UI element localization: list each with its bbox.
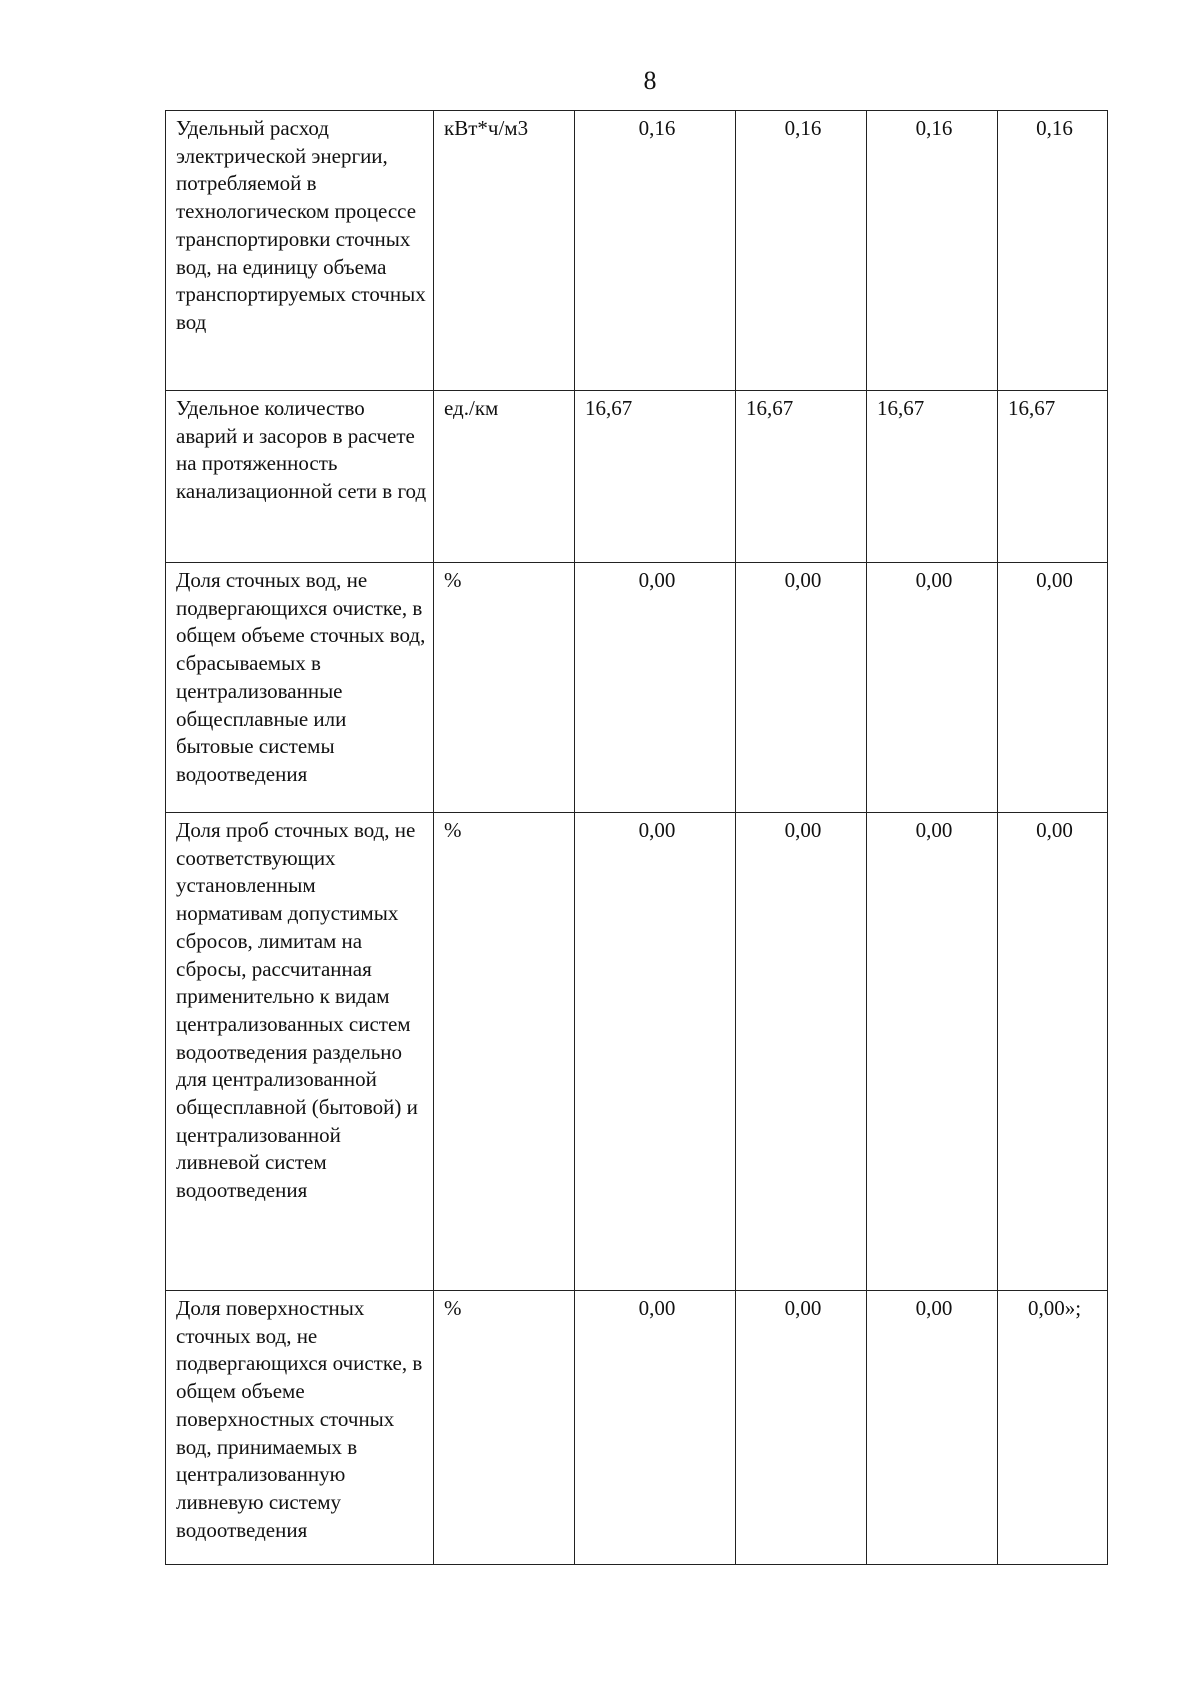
indicator-value: 0,00»;	[998, 1291, 1108, 1565]
table-row	[166, 111, 1108, 391]
indicator-value: 0,00	[867, 563, 998, 813]
indicator-name: Доля поверхностных сточных вод, не подвергающихся очистке, в общем объеме поверхностных сточных вод, принимаемых в централизованную ливневую систему водоотведения	[166, 1291, 434, 1565]
indicator-name: Удельное количество аварий и засоров в расчете на протяженность канализационной сети в год	[166, 391, 434, 563]
table-row	[166, 391, 1108, 563]
indicator-unit: %	[434, 1291, 575, 1565]
indicators-table	[165, 110, 1108, 1565]
indicator-value: 0,00	[867, 813, 998, 1291]
indicator-name: Доля проб сточных вод, не соответствующих установленным нормативам допустимых сбросов, лимитам на сбросы, рассчитанная применительно к видам централизованных систем водоотведения раздельно для централизованной общесплавной (бытовой) и централизованной ливневой систем водоотведения	[166, 813, 434, 1291]
indicator-value: 0,16	[998, 111, 1108, 391]
indicator-name: Доля сточных вод, не подвергающихся очистке, в общем объеме сточных вод, сбрасываемых в централизованные общесплавные или бытовые системы водоотведения	[166, 563, 434, 813]
indicator-value: 0,00	[998, 563, 1108, 813]
indicator-value: 16,67	[998, 391, 1108, 563]
indicator-value: 0,00	[736, 563, 867, 813]
indicator-value: 0,00	[998, 813, 1108, 1291]
indicator-unit: %	[434, 813, 575, 1291]
indicator-value: 0,00	[867, 1291, 998, 1565]
page-number: 8	[643, 66, 657, 95]
indicator-unit: %	[434, 563, 575, 813]
indicator-value: 16,67	[867, 391, 998, 563]
table-row	[166, 563, 1108, 813]
indicator-value: 16,67	[736, 391, 867, 563]
table-row	[166, 1291, 1108, 1565]
indicator-value: 0,00	[575, 1291, 736, 1565]
table-row	[166, 813, 1108, 1291]
indicator-value: 0,00	[575, 563, 736, 813]
indicator-value: 0,00	[575, 813, 736, 1291]
indicator-value: 0,16	[867, 111, 998, 391]
indicator-value: 16,67	[575, 391, 736, 563]
indicator-unit: ед./км	[434, 391, 575, 563]
indicator-value: 0,00	[736, 1291, 867, 1565]
indicator-name: Удельный расход электрической энергии, потребляемой в технологическом процессе транспортировки сточных вод, на единицу объема транспортируемых сточных вод	[166, 111, 434, 391]
indicator-value: 0,00	[736, 813, 867, 1291]
indicator-value: 0,16	[736, 111, 867, 391]
indicator-unit: кВт*ч/м3	[434, 111, 575, 391]
indicator-value: 0,16	[575, 111, 736, 391]
